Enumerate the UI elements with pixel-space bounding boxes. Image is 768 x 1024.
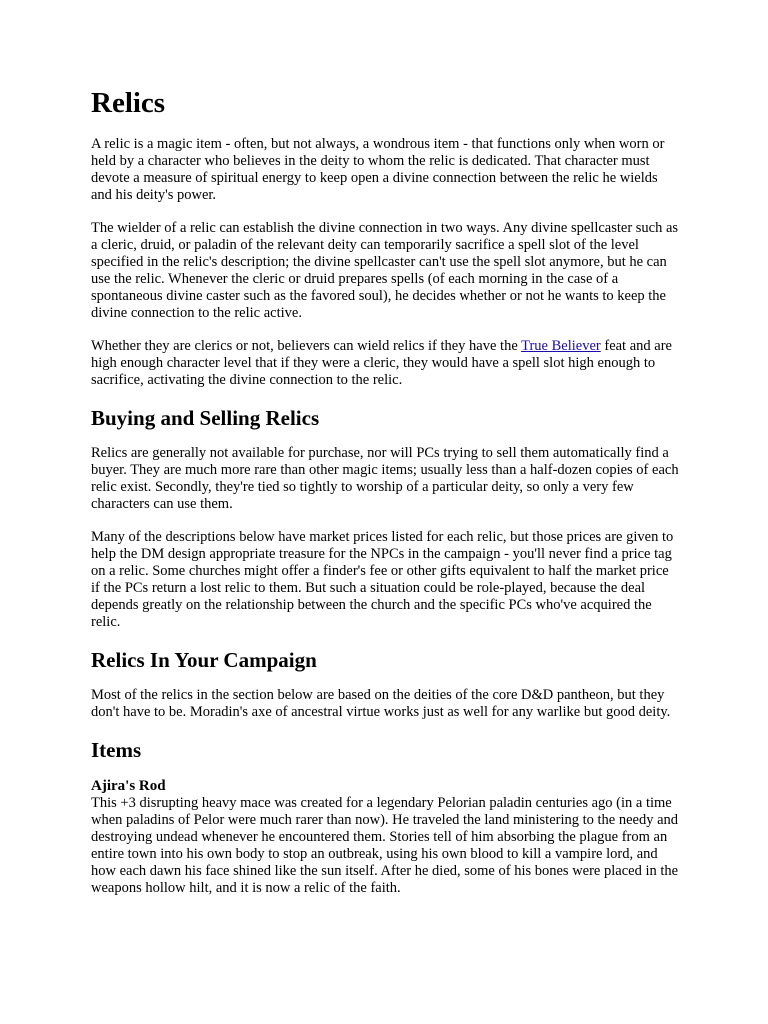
intro-paragraph-3-before: Whether they are clerics or not, believers can wield relics if they have the	[91, 338, 522, 354]
document-page	[91, 86, 679, 897]
campaign-heading: Relics In Your Campaign	[91, 648, 317, 672]
items-heading: Items	[91, 738, 142, 762]
true-believer-link[interactable]: True Believer	[521, 338, 601, 354]
item-entry	[91, 777, 679, 897]
item-description: This +3 disrupting heavy mace was created for a legendary Pelorian paladin centuries ago (in a time when paladins of Pelor were much rarer than now). He traveled the land ministering to the needy and destroying undead whenever he encountered them. Stories tell of him absorbing the plague from an entire town into his own body to stop an outbreak, using his own blood to kill a vampire lord, and how each dawn his face shined like the sun itself. After he died, some of his bones were placed in the weapons hollow hilt, and it is now a relic of the faith.	[91, 795, 679, 896]
buying-selling-heading: Buying and Selling Relics	[91, 406, 320, 430]
buying-paragraph-1: Relics are generally not available for purchase, nor will PCs trying to sell them automatically find a buyer. They are much more rare than other magic items; usually less than a half-dozen copies of each relic exist. Secondly, they're tied so tightly to worship of a particular deity, so only a very few characters can use them.	[91, 445, 679, 512]
campaign-paragraph-1: Most of the relics in the section below are based on the deities of the core D&D pantheon, but they don't have to be. Moradin's axe of ancestral virtue works just as well for any warlike but good deity.	[91, 687, 671, 720]
buying-paragraph-2: Many of the descriptions below have market prices listed for each relic, but those prices are given to help the DM design appropriate treasure for the NPCs in the campaign - you'll never find a price tag on a relic. Some churches might offer a finder's fee or other gifts equivalent to half the market price if the PCs return a lost relic to them. But such a situation could be role-played, because the deal depends greatly on the relationship between the church and the specific PCs who've acquired the relic.	[91, 529, 674, 630]
item-title: Ajira's Rod	[91, 778, 166, 794]
page-title: Relics	[91, 87, 166, 119]
intro-paragraph-1: A relic is a magic item - often, but not always, a wondrous item - that functions only when worn or held by a character who believes in the deity to whom the relic is dedicated. That character must devote a measure of spiritual energy to keep open a divine connection between the relic he wields and his deity's power.	[91, 136, 665, 203]
intro-paragraph-3-after: feat and are high enough character level that if they were a cleric, they would have a spell slot high enough to sacrifice, activating the divine connection to the relic.	[91, 338, 672, 388]
intro-paragraph-2: The wielder of a relic can establish the divine connection in two ways. Any divine spellcaster such as a cleric, druid, or paladin of the relevant deity can temporarily sacrifice a spell slot of the level specified in the relic's description; the divine spellcaster can't use the spell slot anymore, but he can use the relic. Whenever the cleric or druid prepares spells (of each morning in the case of a spontaneous divine caster such as the favored soul), he decides whether or not he wants to keep the divine connection to the relic active.	[91, 220, 679, 321]
intro-paragraph-3	[91, 338, 679, 389]
